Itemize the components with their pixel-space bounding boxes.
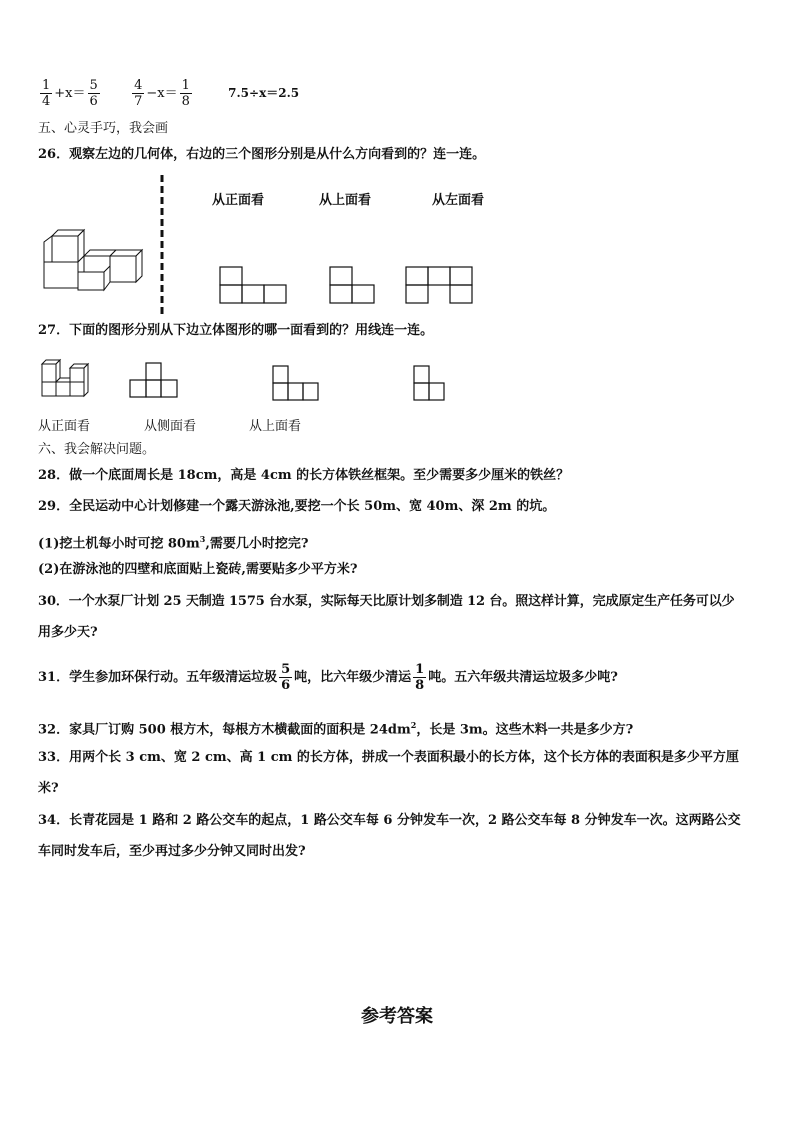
question-30-line-1: 30．一个水泵厂计划 25 天制造 1575 台水泵，实际每天比原计划多制造 12 台。照这样计算，完成原定生产任务可以少: [38, 594, 735, 609]
q27-view-2: [273, 366, 319, 400]
question-27: 27．下面的图形分别从下边立体图形的哪一面看到的？用线连一连。: [38, 323, 434, 338]
question-31: 31．学生参加环保行动。五年级清运垃圾 $\frac{5}{6}$ 吨，比六年级少清运 $\frac{1}{8}$ 吨。五六年级共清运垃圾多少吨?: [38, 662, 618, 693]
equation-row: [38, 78, 299, 109]
question-33-line-1: 33．用两个长 3 cm、宽 2 cm、高 1 cm 的长方体，拼成一个表面积最小的长方体，这个长方体的表面积是多少平方厘: [38, 750, 739, 765]
fraction: $\frac{5}{6}$: [281, 662, 291, 693]
q27-solid-figure: [40, 356, 98, 400]
equation-3: 7.5÷x＝2.5: [228, 86, 300, 100]
question-30-line-2: 用多少天?: [38, 625, 98, 640]
equation-operator: −x＝: [146, 86, 178, 101]
equation-operator: +x＝: [54, 86, 86, 101]
q26-view-3: [406, 267, 474, 303]
view-label-left: 从左面看: [432, 193, 485, 208]
q27-view-1: [130, 363, 178, 397]
question-29: 29．全民运动中心计划修建一个露天游泳池,要挖一个长 50m、宽 40m、深 2m 的坑。: [38, 499, 556, 514]
view-label-front: 从正面看: [212, 193, 265, 208]
fraction: $\frac{1}{4}$: [42, 78, 51, 109]
q26-view-2: [330, 267, 376, 303]
section-six-heading: 六、我会解决问题。: [38, 442, 156, 457]
question-26: 26．观察左边的几何体，右边的三个图形分别是从什么方向看到的？连一连。: [38, 147, 486, 162]
q27-view-3: [414, 366, 446, 400]
fraction: $\frac{1}{8}$: [181, 78, 190, 109]
q27-label-top: 从上面看: [249, 419, 302, 434]
question-34-line-1: 34．长青花园是 1 路和 2 路公交车的起点，1 路公交车每 6 分钟发车一次，2 路公交车每 8 分钟发车一次。这两路公交: [38, 813, 741, 828]
question-29-part-2: (2)在游泳池的四壁和底面贴上瓷砖,需要贴多少平方米?: [38, 562, 358, 577]
question-32: 32．家具厂订购 500 根方木，每根方木横截面的面积是 $24dm^2$，长是 3m。这些木料一共是多少方?: [38, 720, 634, 738]
fraction: $\frac{5}{6}$: [89, 78, 98, 109]
dashed-divider: [160, 175, 164, 315]
answer-section-title: 参考答案: [361, 1006, 433, 1027]
fraction: $\frac{1}{8}$: [415, 662, 425, 693]
q27-label-side: 从侧面看: [144, 419, 197, 434]
q27-label-front: 从正面看: [38, 419, 91, 434]
fraction: $\frac{4}{7}$: [134, 78, 143, 109]
question-29-part-1: (1)挖土机每小时可挖 $80m^3$,需要几小时挖完?: [38, 534, 309, 552]
view-label-top: 从上面看: [319, 193, 372, 208]
q26-solid-figure: [40, 228, 140, 292]
q26-view-1: [220, 267, 288, 303]
question-28: 28．做一个底面周长是 18cm，高是 4cm 的长方体铁丝框架。至少需要多少厘米的铁丝？: [38, 468, 570, 483]
section-five-heading: 五、心灵手巧，我会画: [38, 121, 169, 136]
question-34-line-2: 车同时发车后，至少再过多少分钟又同时出发?: [38, 844, 306, 859]
question-33-line-2: 米?: [38, 781, 59, 796]
